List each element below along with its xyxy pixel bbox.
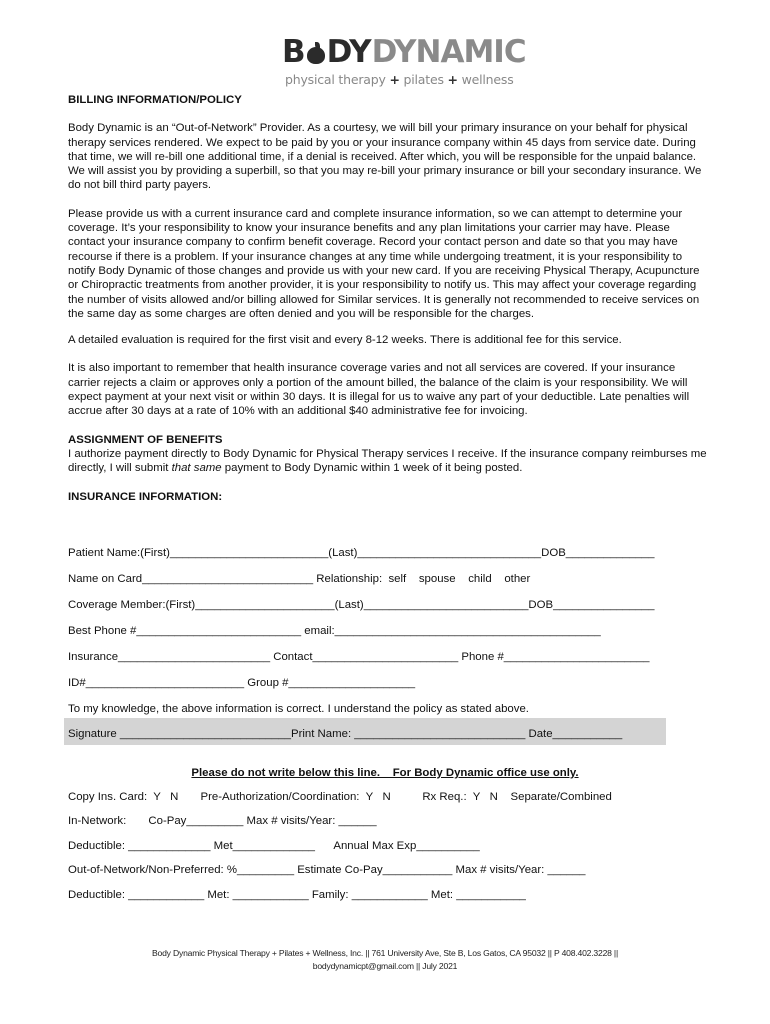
best-phone-line[interactable]: Best Phone #__________________________ email:__________________________________________: [68, 625, 601, 637]
insurance-heading: INSURANCE INFORMATION:: [68, 490, 223, 503]
signature-line[interactable]: Signature ___________________________Print Name: ___________________________ Date___________: [68, 728, 623, 740]
logo-letter-b: B: [282, 34, 305, 70]
insurance-contact-line[interactable]: Insurance________________________ Contact_______________________ Phone #_______________________: [68, 651, 650, 663]
apple-icon: [306, 42, 326, 64]
office-in-network-line[interactable]: In-Network: Co-Pay_________ Max # visits/Year: ______: [68, 815, 377, 827]
patient-name-line[interactable]: Patient Name:(First)_________________________(Last)_____________________________DOB______________: [68, 547, 655, 559]
tagline-physical-therapy: physical therapy: [285, 72, 386, 87]
office-deductible-line[interactable]: Deductible: _____________ Met_____________ Annual Max Exp__________: [68, 840, 480, 852]
billing-heading: BILLING INFORMATION/POLICY: [68, 94, 242, 106]
tagline-pilates: pilates: [403, 72, 444, 87]
assignment-text-start: I authorize payment directly to Body Dynamic for Physical Therapy services I receive. If the insurance company reimburses me directly, I will submit: [68, 447, 707, 475]
coverage-member-line[interactable]: Coverage Member:(First)______________________(Last)__________________________DOB________________: [68, 599, 655, 611]
tagline-wellness: wellness: [461, 72, 514, 87]
office-use-notice-text: Please do not write below this line. For Body Dynamic office use only.: [191, 767, 579, 779]
company-logo: [282, 34, 526, 92]
id-group-line[interactable]: ID#_________________________ Group #____________________: [68, 677, 416, 689]
tagline-plus-2: +: [447, 72, 458, 87]
logo-letters-dy: DY: [326, 34, 371, 70]
office-deductible-family-line[interactable]: Deductible: ____________ Met: ____________ Family: ____________ Met: ___________: [68, 889, 526, 901]
billing-paragraph-4: It is also important to remember that health insurance coverage varies and not all services are covered. If your insurance carrier rejects a claim or approves only a portion of the amount billed, the balance of the claim is your responsibility. We will expect payment at your next visit or within 30 days. It is illegal for us to waive any part of your deductible. Late penalties will accrue after 30 days at a rate of 10% with an additional $40 administrative fee for invoicing.: [68, 362, 690, 418]
assignment-heading: ASSIGNMENT OF BENEFITS: [68, 433, 223, 446]
assignment-text: [68, 447, 708, 476]
billing-paragraph-3: A detailed evaluation is required for the first visit and every 8-12 weeks. There is additional fee for this service.: [68, 334, 622, 347]
logo-tagline: [285, 72, 514, 87]
logo-wordmark: [282, 34, 526, 70]
footer-email-date: bodydynamicpt@gmail.com || July 2021: [312, 961, 458, 971]
footer-address: Body Dynamic Physical Therapy + Pilates + Wellness, Inc. || 761 University Ave, Ste B, Los Gatos, CA 95032 || P 408.402.3228 ||: [151, 948, 618, 958]
office-copy-card-line[interactable]: Copy Ins. Card: Y N Pre-Authorization/Coordination: Y N Rx Req.: Y N Separate/Combined: [68, 791, 612, 803]
knowledge-statement: To my knowledge, the above information is correct. I understand the policy as stated above.: [68, 703, 529, 715]
office-out-of-network-line[interactable]: Out-of-Network/Non-Preferred: %_________ Estimate Co-Pay___________ Max # visits/Year: ______: [68, 864, 586, 876]
name-on-card-line[interactable]: Name on Card___________________________ Relationship: self spouse child other: [68, 573, 531, 585]
billing-policy-section: [68, 93, 708, 504]
billing-paragraph-1: Body Dynamic is an “Out-of-Network” Provider. As a courtesy, we will bill your primary insurance on your behalf for physical therapy services rendered. We expect to be paid by you or your insurance company within 45 days from service date. During that time, we will re-bill one additional time, if a denial is received. After which, you will be responsible for the unpaid balance. We will assist you by providing a superbill, so that you may re-bill your primary insurance or bill your secondary insurance. We do not bill third party payers.: [68, 122, 702, 192]
assignment-text-end: payment to Body Dynamic within 1 week of it being posted.: [221, 462, 523, 475]
logo-dynamic: DYNAMIC: [371, 34, 526, 70]
billing-paragraph-2: Please provide us with a current insurance card and complete insurance information, so we can attempt to determine your coverage. It’s your responsibility to know your insurance benefits and any plan limitations your carrier may have. Please contact your insurance company to confirm benefit coverage. Record your contact person and date so that you may have recourse if there is a problem. If your insurance changes at any time while undergoing treatment, it is your responsibility to notify Body Dynamic of those changes and provide us with your new card. If you are receiving Physical Therapy, Acupuncture or Chiropractic treatments from another provider, it is your responsibility to notify us. This may affect your coverage regarding the number of visits allowed and/or billing allowed for Similar services. It is generally not recommended to receive services on the same day as some charges are often denied and you will be responsible for the charges.: [68, 207, 700, 320]
tagline-plus-1: +: [389, 72, 400, 87]
assignment-text-italic: that same: [171, 462, 222, 475]
office-use-notice: [0, 767, 770, 779]
